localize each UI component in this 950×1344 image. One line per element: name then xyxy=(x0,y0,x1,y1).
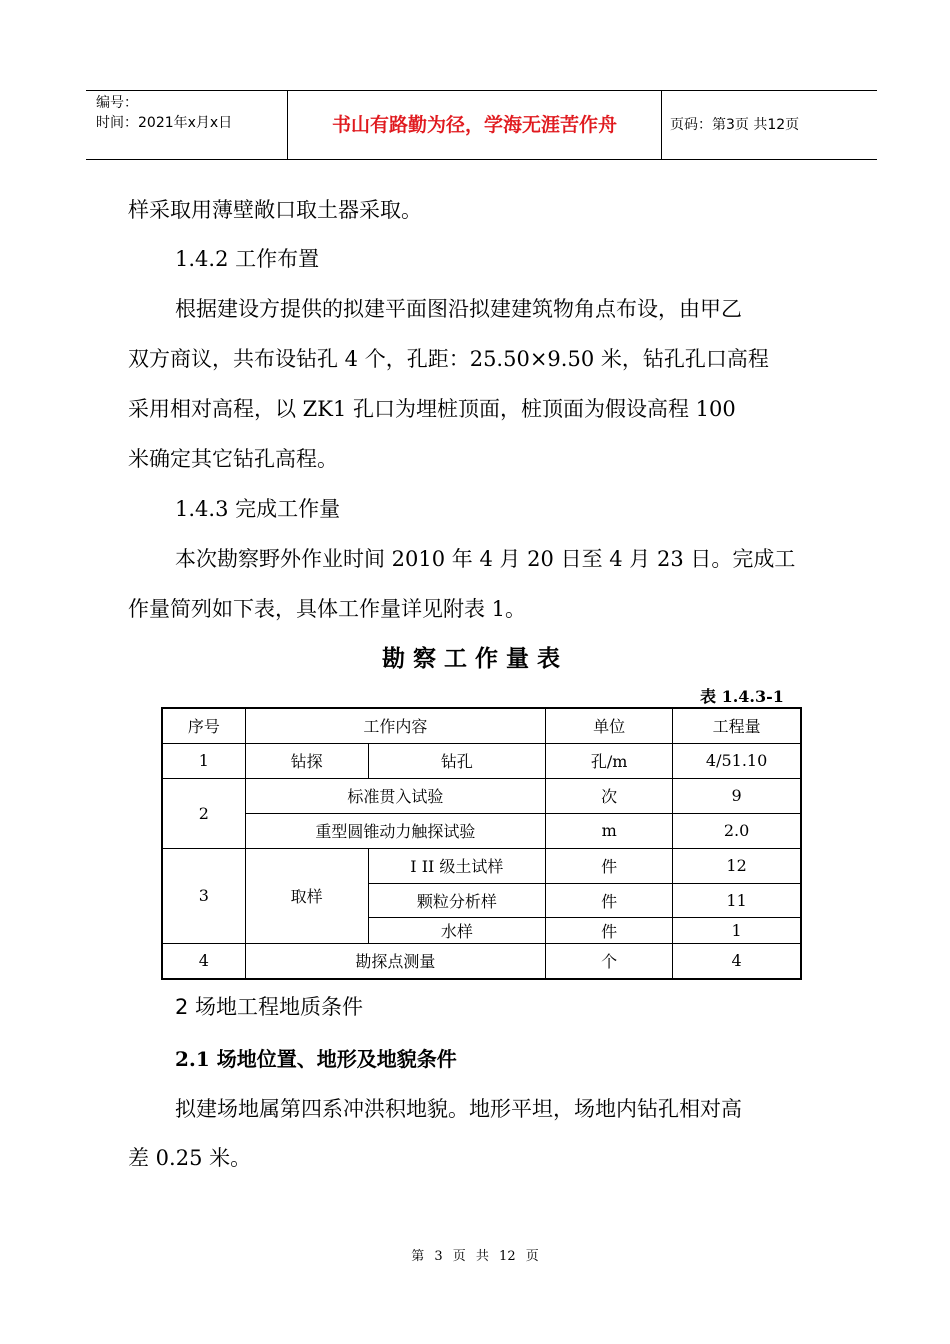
paragraph-line: 差 0.25 米。 xyxy=(128,1146,252,1170)
table-cell: 12 xyxy=(673,848,801,883)
header-meta xyxy=(86,91,288,159)
table-cell: 4 xyxy=(162,943,245,979)
table-cell: 3 xyxy=(162,848,245,943)
table-cell: 重型圆锥动力触探试验 xyxy=(245,813,545,848)
workload-table xyxy=(161,707,802,980)
table-cell: I II 级土试样 xyxy=(368,848,546,883)
paragraph-line: 样采取用薄壁敞口取土器采取。 xyxy=(128,198,422,222)
table-cell: 个 xyxy=(546,943,673,979)
table-cell: 水样 xyxy=(368,917,546,943)
paragraph-line: 采用相对高程，以 ZK1 孔口为埋桩顶面，桩顶面为假设高程 100 xyxy=(128,397,736,421)
table-cell: m xyxy=(546,813,673,848)
subsection-title: 2.1 场地位置、地形及地貌条件 xyxy=(175,1047,457,1071)
table-cell: 颗粒分析样 xyxy=(368,883,546,917)
table-header-row xyxy=(162,708,801,743)
table-cell: 4 xyxy=(673,943,801,979)
table-row xyxy=(162,848,801,883)
header-cell: 工作内容 xyxy=(245,708,545,743)
paragraph-line: 拟建场地属第四系冲洪积地貌。地形平坦，场地内钻孔相对高 xyxy=(175,1097,742,1121)
table-cell: 9 xyxy=(673,778,801,813)
heading-1-4-3: 1.4.3 完成工作量 xyxy=(175,497,341,521)
paragraph-line: 根据建设方提供的拟建平面图沿拟建建筑物角点布设，由甲乙 xyxy=(175,297,742,321)
table-cell: 次 xyxy=(546,778,673,813)
header-cell: 序号 xyxy=(162,708,245,743)
table-cell: 件 xyxy=(546,848,673,883)
paragraph-line: 本次勘察野外作业时间 2010 年 4 月 20 日至 4 月 23 日。完成工 xyxy=(175,547,796,571)
paragraph-line: 作量简列如下表，具体工作量详见附表 1。 xyxy=(128,597,527,621)
header-number: 编号： xyxy=(96,95,138,111)
table-title: 勘察工作量表 xyxy=(382,646,568,672)
table-cell: 钻孔 xyxy=(368,743,546,778)
table-cell: 1 xyxy=(162,743,245,778)
section-title: 2 场地工程地质条件 xyxy=(175,995,364,1019)
table-cell: 取样 xyxy=(245,848,368,943)
table-cell: 件 xyxy=(546,883,673,917)
table-cell: 11 xyxy=(673,883,801,917)
table-number: 表 1.4.3-1 xyxy=(700,687,784,706)
table-cell: 标准贯入试验 xyxy=(245,778,545,813)
table-cell: 勘探点测量 xyxy=(245,943,545,979)
paragraph-line: 米确定其它钻孔高程。 xyxy=(128,447,338,471)
table-row xyxy=(162,743,801,778)
page-header xyxy=(86,90,877,160)
table-cell: 件 xyxy=(546,917,673,943)
heading-1-4-2: 1.4.2 工作布置 xyxy=(175,247,320,271)
table-cell: 2.0 xyxy=(673,813,801,848)
table-cell: 1 xyxy=(673,917,801,943)
table-cell: 2 xyxy=(162,778,245,848)
header-motto: 书山有路勤为径，学海无涯苦作舟 xyxy=(288,91,662,159)
header-cell: 工程量 xyxy=(673,708,801,743)
table-row xyxy=(162,778,801,813)
header-time: 时间：2021年x月x日 xyxy=(96,115,233,131)
page-footer: 第 3 页 共 12 页 xyxy=(411,1249,539,1264)
header-page: 页码：第3页 共12页 xyxy=(670,117,800,133)
header-cell: 单位 xyxy=(546,708,673,743)
table-row xyxy=(162,813,801,848)
table-cell: 4/51.10 xyxy=(673,743,801,778)
table-row xyxy=(162,943,801,979)
paragraph-line: 双方商议，共布设钻孔 4 个，孔距：25.50×9.50 米，钻孔孔口高程 xyxy=(128,347,769,371)
table-cell: 孔/m xyxy=(546,743,673,778)
table-cell: 钻探 xyxy=(245,743,368,778)
